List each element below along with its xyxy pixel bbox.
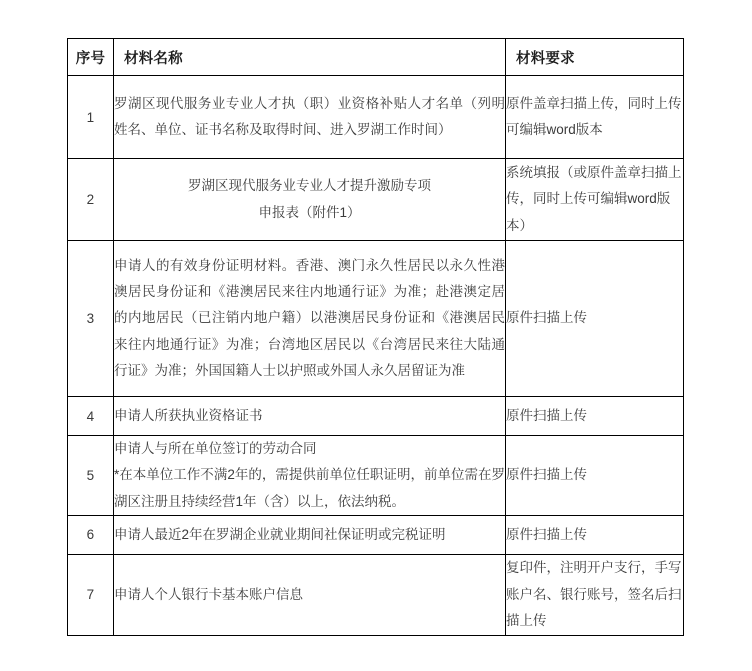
row-number: 7	[68, 554, 114, 635]
row-material-requirement: 原件扫描上传	[506, 397, 684, 436]
column-header-material-requirement: 材料要求	[506, 39, 684, 76]
row-number: 4	[68, 397, 114, 436]
row-material-requirement: 原件扫描上传	[506, 436, 684, 516]
row-material-name	[114, 159, 506, 241]
row-material-name-line2: 申报表（附件1）	[258, 204, 361, 220]
row-number: 1	[68, 76, 114, 159]
row-number: 5	[68, 436, 114, 516]
row-number: 6	[68, 515, 114, 554]
row-material-name: 申请人的有效身份证明材料。香港、澳门永久性居民以永久性港澳居民身份证和《港澳居民来往内地通行证》为准；赴港澳定居的内地居民（已注销内地户籍）以港澳居民身份证和《港澳居民来往内地通行证》为准；台湾地区居民以《台湾居民来往大陆通行证》为准；外国国籍人士以护照或外国人永久居留证为准	[114, 241, 506, 397]
row-material-requirement: 原件盖章扫描上传，同时上传可编辑word版本	[506, 76, 684, 159]
table-row	[68, 76, 684, 159]
row-number: 3	[68, 241, 114, 397]
row-material-name: 申请人最近2年在罗湖企业就业期间社保证明或完税证明	[114, 515, 506, 554]
row-material-name-note: *在本单位工作不满2年的，需提供前单位任职证明，前单位需在罗湖区注册且持续经营1年（含）以上，依法纳税。	[114, 467, 505, 509]
table-row	[68, 554, 684, 635]
row-material-name-line1: 罗湖区现代服务业专业人才提升激励专项	[188, 178, 431, 194]
column-header-material-name: 材料名称	[114, 39, 506, 76]
table-row	[68, 397, 684, 436]
row-material-name	[114, 436, 506, 516]
row-material-requirement: 原件扫描上传	[506, 515, 684, 554]
column-header-no: 序号	[68, 39, 114, 76]
table-row	[68, 515, 684, 554]
row-material-name-line1: 申请人与所在单位签订的劳动合同	[114, 441, 317, 456]
table-body	[68, 76, 684, 636]
row-material-name: 申请人个人银行卡基本账户信息	[114, 554, 506, 635]
row-material-name: 罗湖区现代服务业专业人才执（职）业资格补贴人才名单（列明姓名、单位、证书名称及取得时间、进入罗湖工作时间）	[114, 76, 506, 159]
material-table-container	[67, 38, 683, 636]
material-requirements-table	[67, 38, 684, 636]
table-header	[68, 39, 684, 76]
table-header-row	[68, 39, 684, 76]
row-number: 2	[68, 159, 114, 241]
row-material-name: 申请人所获执业资格证书	[114, 397, 506, 436]
row-material-requirement: 复印件，注明开户支行，手写账户名、银行账号，签名后扫描上传	[506, 554, 684, 635]
table-row	[68, 159, 684, 241]
table-row	[68, 436, 684, 516]
row-material-requirement: 系统填报（或原件盖章扫描上传，同时上传可编辑word版本）	[506, 159, 684, 241]
row-material-requirement: 原件扫描上传	[506, 241, 684, 397]
table-row	[68, 241, 684, 397]
